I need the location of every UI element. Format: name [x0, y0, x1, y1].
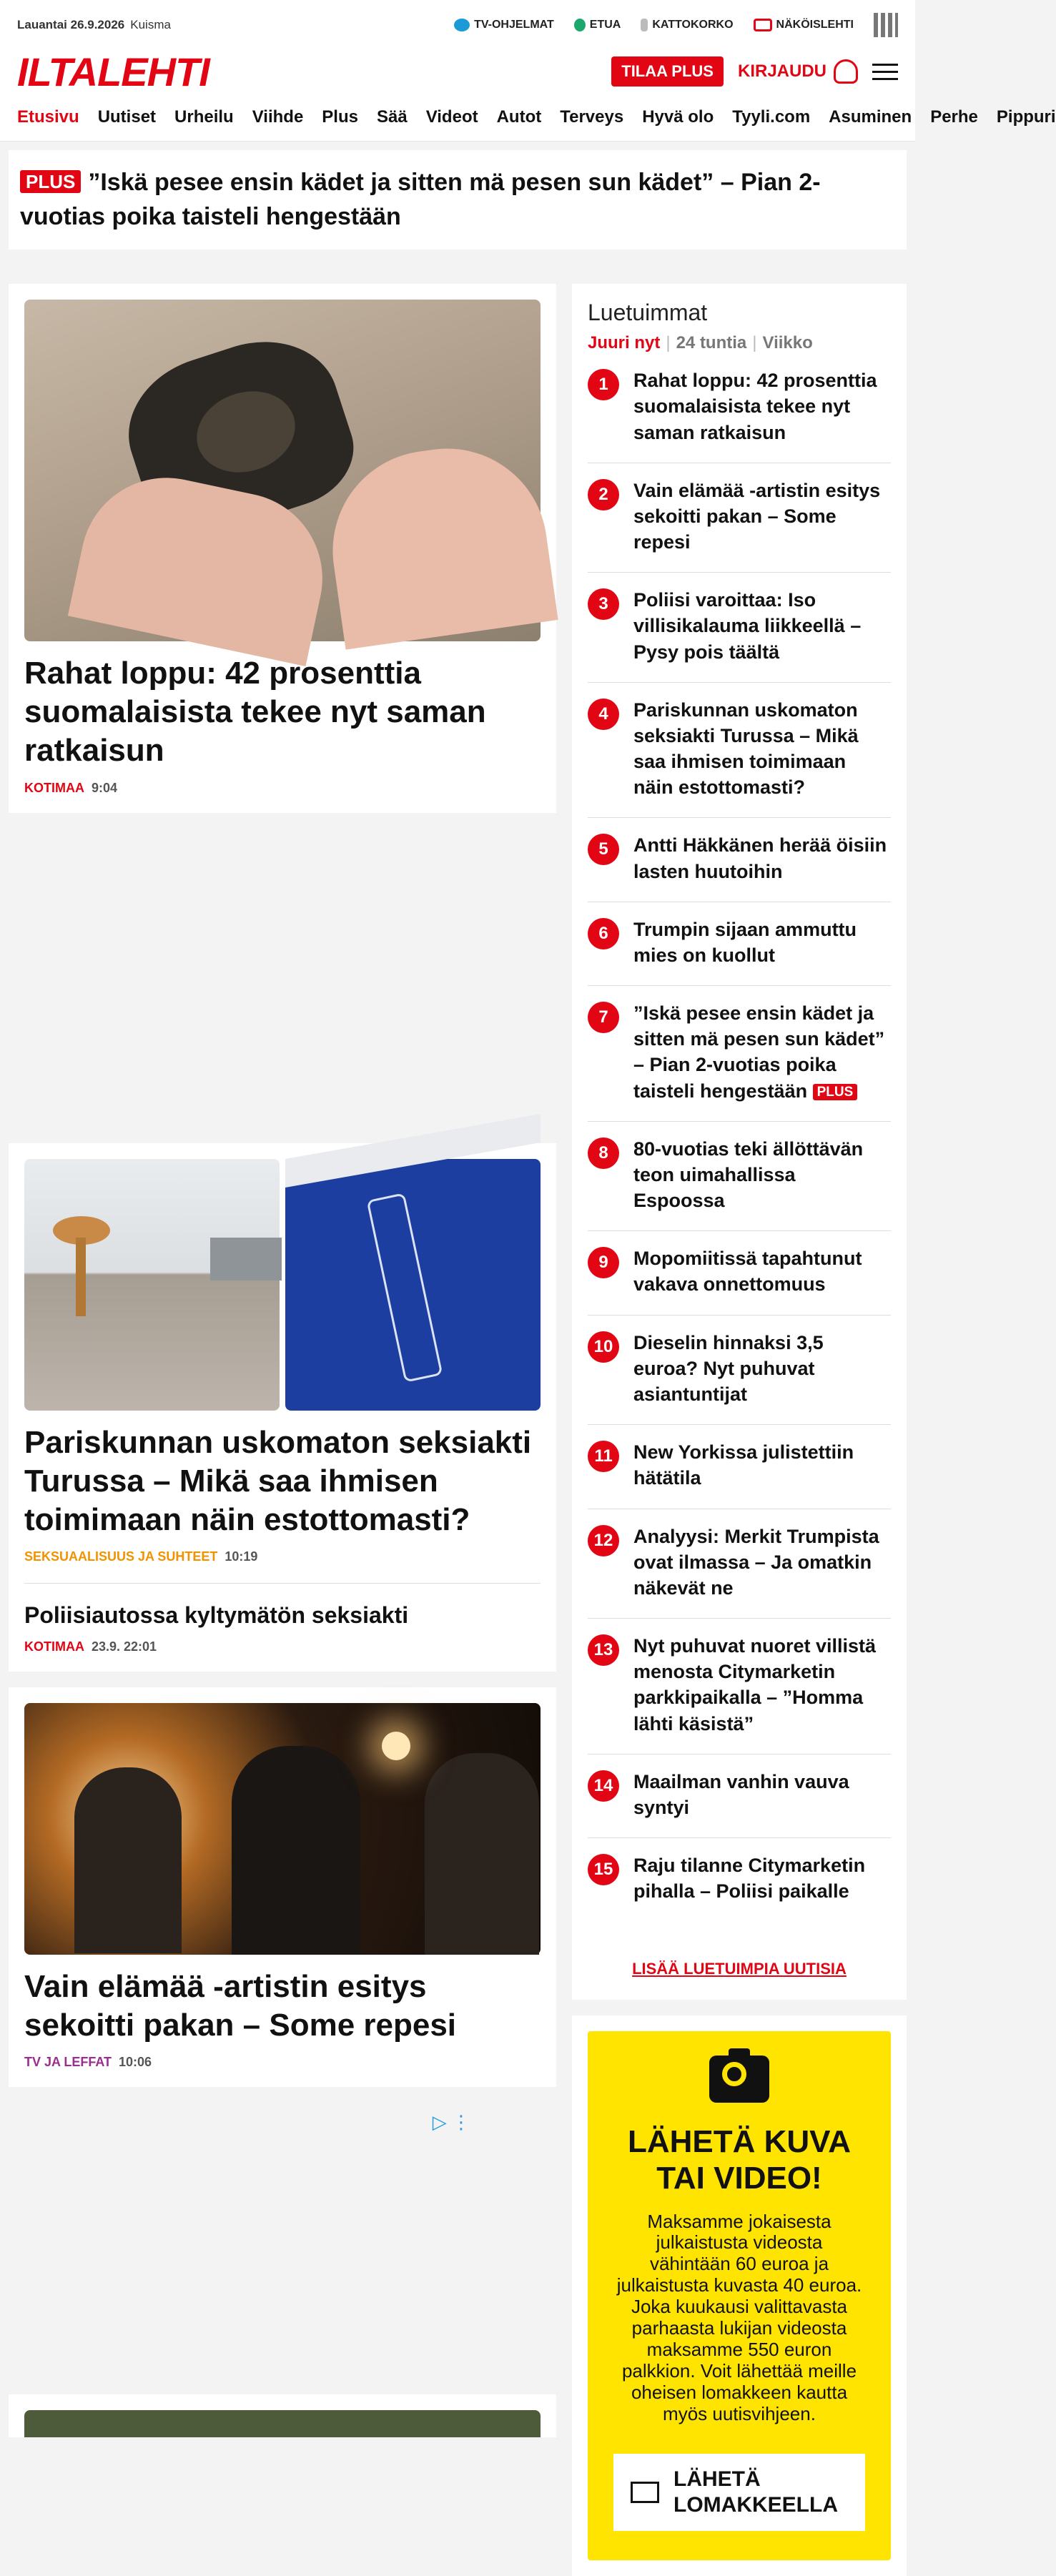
site-header: [0, 50, 915, 93]
plus-banner-title: ”Iskä pesee ensin kädet ja sitten mä pesen sun kädet” – Pian 2-vuotias poika taisteli hengestään: [20, 169, 821, 230]
article-title: Rahat loppu: 42 prosenttia suomalaisista tekee nyt saman ratkaisun: [24, 656, 486, 769]
article-category[interactable]: TV JA LEFFAT: [24, 2055, 112, 2070]
rank-number: 5: [588, 834, 619, 865]
nav-item-pippuri[interactable]: Pippuri: [996, 107, 1056, 127]
article-image-wallet: [24, 300, 541, 641]
rank-number: 6: [588, 918, 619, 949]
send-tip-title: LÄHETÄ KUVA TAI VIDEO!: [627, 2124, 852, 2196]
subscribe-button[interactable]: TILAA PLUS: [611, 56, 724, 87]
most-read-item-title: Pariskunnan uskomaton seksiakti Turussa – Mikä saa ihmisen toimimaan näin estottomasti?: [633, 699, 859, 799]
camera-icon: [709, 2056, 769, 2103]
most-read-tabs: Juuri nyt | 24 tuntia | Viikko: [588, 333, 813, 353]
article-card[interactable]: [9, 284, 556, 812]
main-column: [9, 284, 556, 2576]
nav-item-videot[interactable]: Videot: [425, 107, 478, 127]
article-time: 9:04: [92, 780, 118, 795]
top-bar: [0, 0, 915, 50]
article-card[interactable]: [9, 1143, 556, 1672]
article-card[interactable]: [9, 2394, 556, 2437]
rank-number: 8: [588, 1138, 619, 1169]
ad-slot: [9, 2087, 556, 2158]
nav-item-terveys[interactable]: Terveys: [560, 107, 624, 127]
most-read-item[interactable]: [588, 1316, 891, 1426]
related-article-title: Poliisiautossa kyltymätön seksiakti: [24, 1602, 409, 1628]
nav-item-tyyli[interactable]: Tyyli.com: [732, 107, 811, 127]
most-read-item[interactable]: [588, 1231, 891, 1315]
most-read-item[interactable]: [588, 902, 891, 986]
rank-number: 2: [588, 479, 619, 510]
related-article-category[interactable]: KOTIMAA: [24, 1639, 84, 1654]
nav-item-urheilu[interactable]: Urheilu: [174, 107, 234, 127]
most-read-item-title: New Yorkissa julistettiin hätätila: [633, 1441, 854, 1489]
most-read-item-title: Trumpin sijaan ammuttu mies on kuollut: [633, 918, 857, 966]
kattokorko-icon: [641, 19, 648, 31]
most-read-item[interactable]: [588, 463, 891, 573]
article-image-turku: [24, 1159, 541, 1411]
most-read-item[interactable]: [588, 1509, 891, 1619]
most-read-item-title: Antti Häkkänen herää öisiin lasten huutoihin: [633, 834, 887, 882]
newspaper-link[interactable]: NÄKÖISLEHTI: [754, 19, 854, 31]
rank-number: 1: [588, 369, 619, 400]
menu-icon[interactable]: [872, 64, 898, 80]
article-image-concert: [24, 1703, 541, 1955]
tab-viikko[interactable]: Viikko: [762, 333, 813, 353]
top-links: [454, 13, 898, 37]
plus-badge: PLUS: [20, 170, 81, 193]
most-read-item-title: Dieselin hinnaksi 3,5 euroa? Nyt puhuvat asiantuntijat: [633, 1331, 824, 1405]
alma-logo-icon: [874, 13, 898, 37]
nav-item-asuminen[interactable]: Asuminen: [829, 107, 912, 127]
tab-24-tuntia[interactable]: 24 tuntia: [676, 333, 747, 353]
tab-juuri-nyt[interactable]: Juuri nyt: [588, 333, 661, 353]
rank-number: 7: [588, 1002, 619, 1033]
nav-item-autot[interactable]: Autot: [496, 107, 542, 127]
rank-number: 12: [588, 1525, 619, 1556]
most-read-item[interactable]: [588, 683, 891, 819]
article-time: 10:19: [224, 1549, 258, 1564]
ad-space: [9, 813, 556, 1143]
most-read-item-title: Vain elämää -artistin esitys sekoitti pakan – Some repesi: [633, 479, 881, 553]
most-read-title: Luetuimmat: [588, 300, 708, 326]
etua-icon: [574, 19, 586, 31]
most-read-item[interactable]: [588, 1619, 891, 1755]
newspaper-icon: [754, 19, 772, 31]
nav-item-perhe[interactable]: Perhe: [930, 107, 978, 127]
send-form-button[interactable]: LÄHETÄ LOMAKKEELLA: [613, 2454, 865, 2531]
nameday: Kuisma: [130, 18, 171, 31]
article-category[interactable]: KOTIMAA: [24, 780, 84, 795]
kattokorko-link[interactable]: KATTOKORKO: [641, 19, 733, 31]
date-display: Lauantai 26.9.2026 Kuisma: [17, 18, 171, 31]
article-title: Vain elämää -artistin esitys sekoitti pakan – Some repesi: [24, 1968, 457, 2043]
rank-number: 13: [588, 1634, 619, 1666]
related-article[interactable]: [24, 1583, 541, 1654]
most-read-list: [588, 353, 891, 1921]
most-read-item[interactable]: [588, 986, 891, 1122]
site-logo[interactable]: ILTALEHTI: [17, 49, 209, 94]
nav-item-plus[interactable]: Plus: [322, 107, 358, 127]
most-read-item[interactable]: [588, 353, 891, 463]
most-read-item-title: 80-vuotias teki ällöttävän teon uimahallissa Espoossa: [633, 1138, 864, 1212]
article-category[interactable]: SEKSUAALISUUS JA SUHTEET: [24, 1549, 218, 1564]
most-read-item[interactable]: [588, 573, 891, 683]
most-read-widget: [572, 284, 907, 2000]
most-read-item-title: Mopomiitissä tapahtunut vakava onnettomuus: [633, 1248, 862, 1296]
rank-number: 14: [588, 1770, 619, 1802]
related-article-time: 23.9. 22:01: [92, 1639, 157, 1654]
more-most-read-link[interactable]: LISÄÄ LUETUIMPIA UUTISIA: [632, 1960, 847, 1978]
article-time: 10:06: [119, 2055, 152, 2070]
most-read-item[interactable]: [588, 1755, 891, 1838]
most-read-item[interactable]: [588, 818, 891, 902]
rank-number: 9: [588, 1247, 619, 1278]
nav-item-etusivu[interactable]: Etusivu: [17, 107, 79, 127]
plus-badge: PLUS: [813, 1084, 858, 1100]
nav-item-saa[interactable]: Sää: [376, 107, 408, 127]
most-read-item-title: Analyysi: Merkit Trumpista ovat ilmassa – Ja omatkin näkevät ne: [633, 1525, 879, 1599]
login-button[interactable]: KIRJAUDU: [738, 59, 858, 84]
most-read-item[interactable]: [588, 1838, 891, 1921]
send-tip-text: Maksamme jokaisesta julkaistusta videosta vähintään 60 euroa ja julkaistusta kuvasta 40 euroa. Joka kuukausi valittavasta parhaasta lukijan videosta maksamme 550 euron palkkion. Voit lähettää meille oheisen lomakkeen kautta myös uutisvihjeen.: [616, 2210, 862, 2424]
rank-number: 10: [588, 1331, 619, 1363]
most-read-item-title: Poliisi varoittaa: Iso villisikalauma liikkeellä – Pysy pois täältä: [633, 589, 862, 663]
envelope-icon: [631, 2482, 659, 2503]
nav-item-uutiset[interactable]: Uutiset: [97, 107, 157, 127]
article-title: Pariskunnan uskomaton seksiakti Turussa – Mikä saa ihmisen toimimaan näin estottomasti?: [24, 1424, 532, 1537]
rank-number: 4: [588, 699, 619, 730]
article-card[interactable]: [9, 1687, 556, 2087]
most-read-item[interactable]: [588, 1425, 891, 1509]
rank-number: 11: [588, 1441, 619, 1472]
most-read-item-title: ”Iskä pesee ensin kädet ja sitten mä pesen sun kädet” – Pian 2-vuotias poika taisteli hengestään PLUS: [633, 1002, 885, 1102]
send-tip-widget: [572, 2015, 907, 2576]
etua-link[interactable]: ETUA: [574, 19, 621, 31]
most-read-item[interactable]: [588, 1122, 891, 1232]
tv-icon: [454, 19, 470, 31]
most-read-item-title: Raju tilanne Citymarketin pihalla – Poliisi paikalle: [633, 1855, 866, 1903]
most-read-item-title: Maailman vanhin vauva syntyi: [633, 1770, 849, 1818]
plus-banner-article[interactable]: [9, 150, 907, 250]
nav-item-viihde[interactable]: Viihde: [252, 107, 304, 127]
nav-item-hyva-olo[interactable]: Hyvä olo: [642, 107, 714, 127]
most-read-item-title: Nyt puhuvat nuoret villistä menosta Citymarketin parkkipaikalla – ”Homma lähti käsistä”: [633, 1635, 877, 1734]
tv-link[interactable]: TV-OHJELMAT: [454, 19, 554, 31]
rank-number: 3: [588, 588, 619, 620]
most-read-item-title: Rahat loppu: 42 prosenttia suomalaisista tekee nyt saman ratkaisun: [633, 370, 877, 443]
main-navigation: [0, 93, 1056, 142]
sidebar: [572, 284, 907, 2576]
ad-choices-icon[interactable]: ▷ ⋮: [432, 2111, 470, 2133]
user-icon: [834, 59, 858, 84]
rank-number: 15: [588, 1854, 619, 1885]
